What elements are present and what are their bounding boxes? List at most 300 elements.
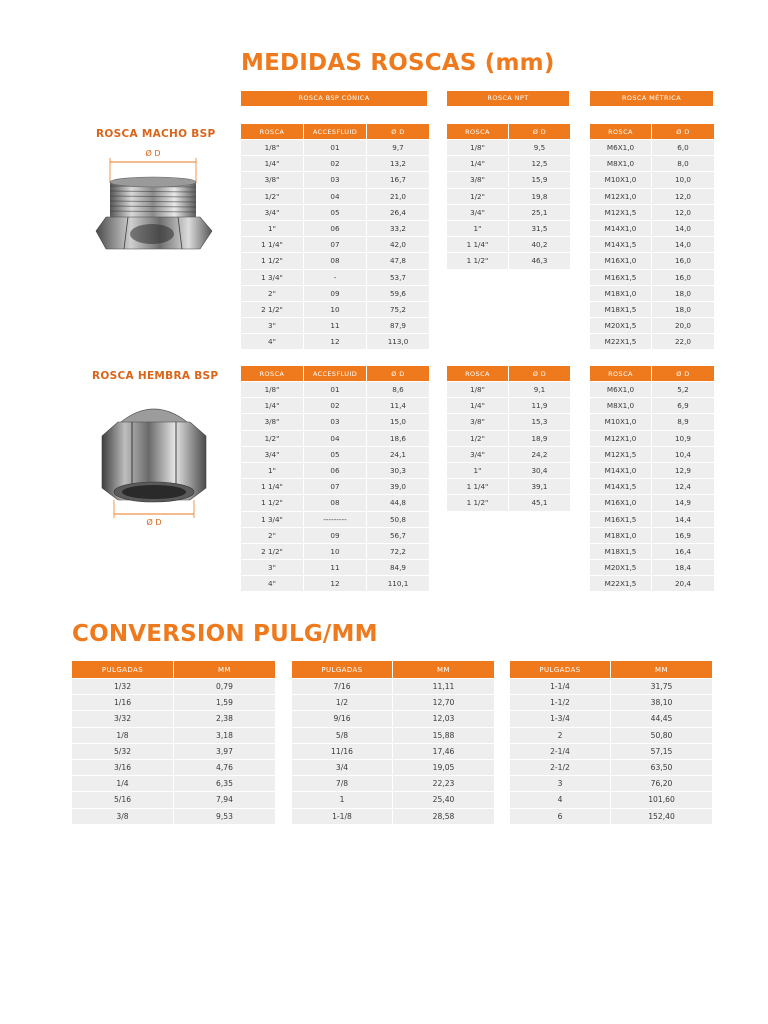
table-cell: 10,0 [652,172,714,187]
table-row [590,189,714,204]
table-cell: M22X1,5 [590,334,651,349]
macho-bsp-table [240,123,430,350]
table-cell: 1/2" [241,431,303,446]
table-row [241,318,429,333]
table-cell: 1/2 [292,695,392,710]
page-title: MEDIDAS ROSCAS (mm) [241,50,555,76]
table-row [241,576,429,591]
table-cell: 59,6 [367,286,429,301]
table-row [510,809,712,824]
table-cell: 3/8 [72,809,173,824]
column-header: ROSCA [241,124,303,139]
table-cell: M18X1,0 [590,528,651,543]
table-row [241,221,429,236]
table-cell: 20,4 [652,576,714,591]
table-cell: M12X1,5 [590,447,651,462]
table-cell: 44,8 [367,495,429,510]
table-row [590,447,714,462]
table-cell: 12,70 [393,695,494,710]
table-row [590,463,714,478]
table-row [590,237,714,252]
table-row [72,728,275,743]
table-row [292,695,494,710]
table-cell: 7/16 [292,679,392,694]
table-cell: 1" [241,221,303,236]
hembra-dim-label: Ø D [146,518,162,527]
table-cell: 8,9 [652,414,714,429]
table-cell: 50,80 [611,728,712,743]
table-cell: 53,7 [367,270,429,285]
table-cell: 1 1/2" [447,253,508,268]
table-cell: 3,97 [174,744,275,759]
table-cell: 1 1/2" [241,253,303,268]
table-row [590,431,714,446]
table-cell: 44,45 [611,711,712,726]
table-cell: 33,2 [367,221,429,236]
table-cell: 1,59 [174,695,275,710]
table-row [590,528,714,543]
table-cell: 09 [304,528,366,543]
column-header: PULGADAS [292,661,392,678]
group-header-bsp: ROSCA BSP CÓNICA [241,91,427,106]
table-row [72,695,275,710]
table-cell: 3/8" [241,172,303,187]
table-row [590,495,714,510]
table-cell: 15,0 [367,414,429,429]
table-cell: - [304,270,366,285]
table-row [590,382,714,397]
table-cell: 13,2 [367,156,429,171]
table-cell: 10,4 [652,447,714,462]
table-cell: 47,8 [367,253,429,268]
table-cell: 15,9 [509,172,570,187]
table-row [241,544,429,559]
table-cell: 02 [304,156,366,171]
table-cell: 1/2" [447,431,508,446]
table-cell: 1/4" [447,398,508,413]
table-cell: 19,05 [393,760,494,775]
table-cell: 1" [447,463,508,478]
table-row [241,172,429,187]
table-cell: 14,9 [652,495,714,510]
table-row [447,221,570,236]
table-cell: 3/8" [447,172,508,187]
table-cell: 4,76 [174,760,275,775]
table-row [447,140,570,155]
table-row [447,398,570,413]
table-cell: 63,50 [611,760,712,775]
table-cell: 16,0 [652,253,714,268]
table-cell: M6X1,0 [590,140,651,155]
column-header: MM [393,661,494,678]
table-row [590,221,714,236]
table-cell: 19,8 [509,189,570,204]
table-cell: M14X1,0 [590,463,651,478]
table-cell: M10X1,0 [590,414,651,429]
table-cell: 6,0 [652,140,714,155]
column-header: Ø D [652,366,714,381]
table-cell: 08 [304,495,366,510]
table-cell: 7/8 [292,776,392,791]
table-cell: 16,4 [652,544,714,559]
table-cell: 11,4 [367,398,429,413]
table-cell: 72,2 [367,544,429,559]
table-row [447,431,570,446]
table-cell: 9,5 [509,140,570,155]
table-cell: 8,0 [652,156,714,171]
table-cell: 1 [292,792,392,807]
table-cell: 1/4" [241,398,303,413]
table-cell: M16X1,5 [590,270,651,285]
table-row [447,463,570,478]
table-row [292,809,494,824]
table-cell: 42,0 [367,237,429,252]
table-row [241,270,429,285]
table-row [292,728,494,743]
table-row [241,382,429,397]
table-row [510,760,712,775]
macho-npt-table [446,123,571,270]
table-cell: 4 [510,792,610,807]
table-cell: 39,1 [509,479,570,494]
table-row [241,560,429,575]
table-cell: 06 [304,463,366,478]
header-row [241,124,429,139]
table-cell: 1" [447,221,508,236]
table-cell: 110,1 [367,576,429,591]
table-row [447,205,570,220]
table-cell: 15,88 [393,728,494,743]
header-row [590,366,714,381]
column-header: Ø D [367,366,429,381]
table-cell: M8X1,0 [590,156,651,171]
table-row [241,398,429,413]
header-row [447,124,570,139]
table-cell: 14,0 [652,237,714,252]
table-cell: 57,15 [611,744,712,759]
table-cell: 3/32 [72,711,173,726]
table-cell: 3/4" [241,205,303,220]
table-row [590,560,714,575]
table-cell: 1/4" [241,156,303,171]
table-row [241,512,429,527]
table-cell: 1/4" [447,156,508,171]
table-row [292,711,494,726]
table-cell: 2" [241,286,303,301]
table-row [241,463,429,478]
table-cell: 2-1/2 [510,760,610,775]
table-cell: 12,9 [652,463,714,478]
table-cell: 24,1 [367,447,429,462]
table-row [72,679,275,694]
table-row [510,711,712,726]
macho-dim-label: Ø D [145,149,161,158]
table-cell: 1/8" [447,140,508,155]
table-cell: 16,0 [652,270,714,285]
table-cell: 2 1/2" [241,302,303,317]
table-cell: 1-1/4 [510,679,610,694]
table-row [510,695,712,710]
table-cell: 28,58 [393,809,494,824]
table-cell: 4" [241,334,303,349]
table-cell: 04 [304,189,366,204]
table-row [447,253,570,268]
table-row [590,398,714,413]
table-cell: 12,0 [652,189,714,204]
column-header: MM [611,661,712,678]
table-cell: M10X1,0 [590,172,651,187]
table-cell: 1/8 [72,728,173,743]
table-cell: 1/2" [241,189,303,204]
table-cell: 1 3/4" [241,270,303,285]
table-cell: M18X1,0 [590,286,651,301]
column-header: Ø D [509,124,570,139]
header-row [447,366,570,381]
table-row [292,760,494,775]
table-cell: 101,60 [611,792,712,807]
table-cell: 12,4 [652,479,714,494]
table-cell: 31,5 [509,221,570,236]
table-cell: M8X1,0 [590,398,651,413]
table-row [590,414,714,429]
table-row [241,189,429,204]
table-cell: 6,9 [652,398,714,413]
table-cell: 5/32 [72,744,173,759]
table-cell: 25,1 [509,205,570,220]
table-cell: 6,35 [174,776,275,791]
table-cell: 113,0 [367,334,429,349]
table-row [510,728,712,743]
table-row [447,495,570,510]
table-cell: 05 [304,447,366,462]
table-cell: 14,0 [652,221,714,236]
table-cell: 5,2 [652,382,714,397]
table-cell: 12,5 [509,156,570,171]
table-cell: 1 1/4" [241,479,303,494]
table-cell: M12X1,5 [590,205,651,220]
table-cell: 12,0 [652,205,714,220]
table-row [241,140,429,155]
table-row [590,140,714,155]
table-cell: 1-3/4 [510,711,610,726]
table-row [292,792,494,807]
group-header-metrica: ROSCA MÉTRICA [590,91,713,106]
table-cell: 12 [304,576,366,591]
table-row [590,253,714,268]
table-cell: 0,79 [174,679,275,694]
column-header: PULGADAS [510,661,610,678]
table-cell: 1/32 [72,679,173,694]
table-row [447,447,570,462]
table-cell: 11/16 [292,744,392,759]
table-row [590,479,714,494]
table-cell: 5/16 [72,792,173,807]
table-cell: 10,9 [652,431,714,446]
table-cell: 11,11 [393,679,494,694]
table-cell: 152,40 [611,809,712,824]
column-header: MM [174,661,275,678]
header-row [241,366,429,381]
column-header: ROSCA [590,366,651,381]
table-cell: M16X1,5 [590,512,651,527]
table-cell: 12,03 [393,711,494,726]
table-row [447,189,570,204]
table-row [447,382,570,397]
table-cell: M12X1,0 [590,431,651,446]
table-cell: 03 [304,414,366,429]
table-row [590,318,714,333]
table-cell: 3" [241,318,303,333]
hembra-npt-table [446,365,571,512]
table-cell: M14X1,0 [590,221,651,236]
table-row [241,286,429,301]
table-cell: 20,0 [652,318,714,333]
table-cell: 01 [304,140,366,155]
table-cell: 30,4 [509,463,570,478]
table-cell: 39,0 [367,479,429,494]
table-row [241,528,429,543]
table-cell: --------- [304,512,366,527]
table-cell: 1/8" [241,140,303,155]
table-row [590,270,714,285]
table-cell: 15,3 [509,414,570,429]
hembra-metrica-table [589,365,715,592]
table-cell: 1 1/4" [241,237,303,252]
table-cell: M16X1,0 [590,495,651,510]
table-row [241,237,429,252]
column-header: Ø D [367,124,429,139]
table-cell: 07 [304,479,366,494]
header-row [590,124,714,139]
table-cell: 1 1/4" [447,479,508,494]
conversion-table-2 [291,660,495,825]
table-cell: 30,3 [367,463,429,478]
macho-section-label: ROSCA MACHO BSP [96,128,216,140]
table-cell: 1" [241,463,303,478]
table-cell: 18,4 [652,560,714,575]
table-cell: 3/4 [292,760,392,775]
table-cell: 16,7 [367,172,429,187]
table-cell: 1 1/2" [241,495,303,510]
table-cell: M16X1,0 [590,253,651,268]
table-cell: 11 [304,318,366,333]
table-cell: M14X1,5 [590,237,651,252]
table-row [590,205,714,220]
column-header: ACCESFLUID [304,366,366,381]
table-cell: 2" [241,528,303,543]
table-cell: 3 [510,776,610,791]
table-row [447,156,570,171]
table-cell: 2 [510,728,610,743]
table-cell: 76,20 [611,776,712,791]
table-cell: 16,9 [652,528,714,543]
table-row [510,679,712,694]
table-row [447,172,570,187]
table-cell: 46,3 [509,253,570,268]
table-cell: 31,75 [611,679,712,694]
table-row [241,447,429,462]
table-cell: 75,2 [367,302,429,317]
table-cell: 10 [304,544,366,559]
column-header: PULGADAS [72,661,173,678]
column-header: Ø D [509,366,570,381]
table-cell: 84,9 [367,560,429,575]
table-cell: 11,9 [509,398,570,413]
table-row [241,205,429,220]
table-cell: 1-1/2 [510,695,610,710]
table-cell: 9,7 [367,140,429,155]
table-row [72,792,275,807]
table-row [510,792,712,807]
table-cell: 3/8" [447,414,508,429]
table-cell: 21,0 [367,189,429,204]
table-cell: 4" [241,576,303,591]
table-cell: 18,9 [509,431,570,446]
table-row [241,414,429,429]
table-cell: 38,10 [611,695,712,710]
table-row [72,776,275,791]
group-header-npt: ROSCA NPT [447,91,569,106]
table-cell: 3/8" [241,414,303,429]
table-cell: 17,46 [393,744,494,759]
table-row [510,744,712,759]
table-row [292,679,494,694]
table-cell: 25,40 [393,792,494,807]
table-cell: 6 [510,809,610,824]
table-row [447,414,570,429]
table-cell: 1 3/4" [241,512,303,527]
table-cell: 5/8 [292,728,392,743]
table-row [241,495,429,510]
table-cell: 2 1/2" [241,544,303,559]
table-cell: 26,4 [367,205,429,220]
table-cell: 05 [304,205,366,220]
table-cell: 11 [304,560,366,575]
column-header: Ø D [652,124,714,139]
table-cell: 1/16 [72,695,173,710]
column-header: ROSCA [590,124,651,139]
table-row [241,334,429,349]
table-cell: 22,0 [652,334,714,349]
table-cell: M20X1,5 [590,560,651,575]
table-cell: 1 1/4" [447,237,508,252]
table-row [72,809,275,824]
table-cell: M18X1,5 [590,302,651,317]
table-cell: 50,8 [367,512,429,527]
table-cell: 24,2 [509,447,570,462]
table-cell: M20X1,5 [590,318,651,333]
table-cell: 3/4" [447,205,508,220]
conversion-title: CONVERSION PULG/MM [72,621,378,647]
table-row [590,512,714,527]
table-cell: 08 [304,253,366,268]
table-cell: M6X1,0 [590,382,651,397]
table-cell: 06 [304,221,366,236]
table-cell: 45,1 [509,495,570,510]
table-row [292,744,494,759]
table-row [241,479,429,494]
macho-metrica-table [589,123,715,350]
table-cell: 87,9 [367,318,429,333]
column-header: ROSCA [447,366,508,381]
table-cell: 3" [241,560,303,575]
table-row [447,479,570,494]
female-fitting-image [92,388,216,528]
table-cell: 12 [304,334,366,349]
table-row [72,760,275,775]
table-row [72,711,275,726]
table-cell: 18,6 [367,431,429,446]
